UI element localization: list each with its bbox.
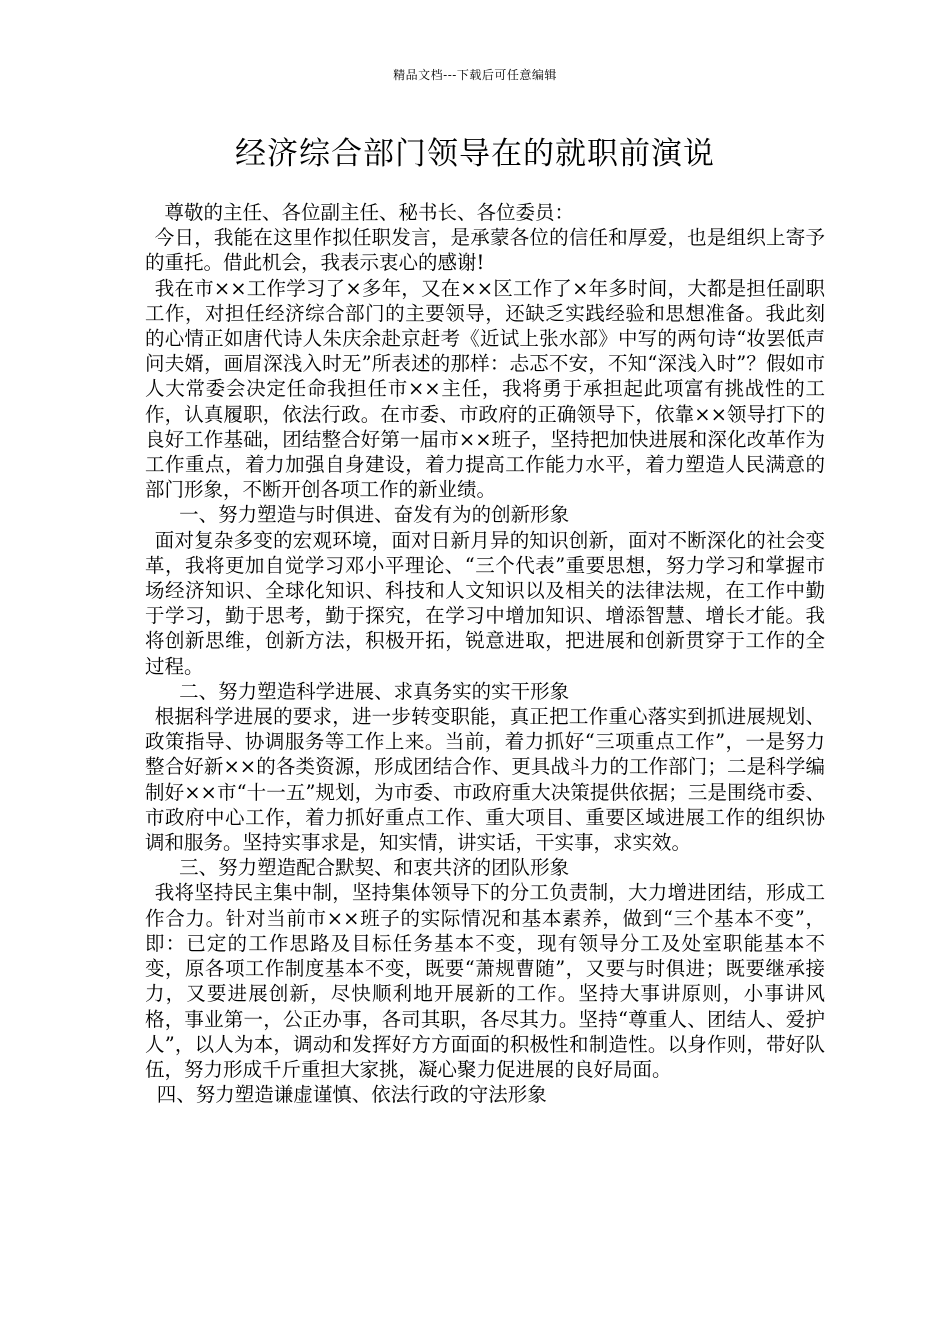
section-heading-4: 四、努力塑造谦虚谨慎、依法行政的守法形象 [156,1083,547,1107]
section-text-1: 面对复杂多变的宏观环境，面对日新月异的知识创新，面对不断深化的社会变革，我将更加自觉学习邓小平理论、“三个代表”重要思想，努力学习和掌握市场经济知识、全球化知识、科技和人文知识以及相关的法律法规，在工作中勤于学习，勤于思考，勤于探究，在学习中增加知识、增添智慧、增长才能。我将创新思维，创新方法，积极开拓，锐意进取，把进展和创新贯穿于工作的全过程。 [145,528,825,678]
section-text-3: 我将坚持民主集中制，坚持集体领导下的分工负责制，大力增进团结，形成工作合力。针对当前市××班子的实际情况和基本素养，做到“三个基本不变”，即：已定的工作思路及目标任务基本不变，现有领导分工及处室职能基本不变，原各项工作制度基本不变，既要“萧规曹随”，又要与时俱进；既要继承接力，又要进展创新，尽快顺利地开展新的工作。坚持大事讲原则，小事讲风格，事业第一，公正办事，各司其职，各尽其力。坚持“尊重人、团结人、爱护人”，以人为本，调动和发挥好方方面面的积极性和制造性。以身作则，带好队伍，努力形成千斤重担大家挑，凝心聚力促进展的良好局面。 [145,881,825,1081]
header-note: 精品文档---下载后可任意编辑 [393,68,557,82]
document-body [145,200,825,1107]
salutation: 尊敬的主任、各位副主任、秘书长、各位委员： [164,201,575,224]
paragraph-opening: 今日，我能在这里作拟任职发言，是承蒙各位的信任和厚爱，也是组织上寄予的重托。借此机会，我表示衷心的感谢! [145,226,825,275]
paragraph-intro: 我在市××工作学习了×多年，又在××区工作了×年多时间，大都是担任副职工作，对担任经济综合部门的主要领导，还缺乏实践经验和思想准备。我此刻的心情正如唐代诗人朱庆余赴京赶考《近试上张水部》中写的两句诗“妆罢低声问夫婿，画眉深浅入时无”所表述的那样：忐忑不安，不知“深浅入时”？假如市人大常委会决定任命我担任市××主任，我将勇于承担起此项富有挑战性的工作，认真履职，依法行政。在市委、市政府的正确领导下，依靠××领导打下的良好工作基础，团结整合好第一届市××班子，坚持把加快进展和深化改革作为工作重点，着力加强自身建设，着力提高工作能力水平，着力塑造人民满意的部门形象，不断开创各项工作的新业绩。 [145,276,825,502]
section-text-2: 根据科学进展的要求，进一步转变职能，真正把工作重心落实到抓进展规划、政策指导、协调服务等工作上来。当前，着力抓好“三项重点工作”，一是努力整合好新××的各类资源，形成团结合作、更具战斗力的工作部门；二是科学编制好××市“十一五”规划，为市委、市政府重大决策提供依据；三是围绕市委、市政府中心工作，着力抓好重点工作、重大项目、重要区域进展工作的组织协调和服务。坚持实事求是，知实情，讲实话，干实事，求实效。 [145,705,825,855]
section-heading-1: 一、努力塑造与时俱进、奋发有为的创新形象 [179,503,570,527]
page-title: 经济综合部门领导在的就职前演说 [235,136,715,172]
section-heading-3: 三、努力塑造配合默契、和衷共济的团队形象 [179,856,570,880]
section-heading-2: 二、努力塑造科学进展、求真务实的实干形象 [179,679,570,703]
